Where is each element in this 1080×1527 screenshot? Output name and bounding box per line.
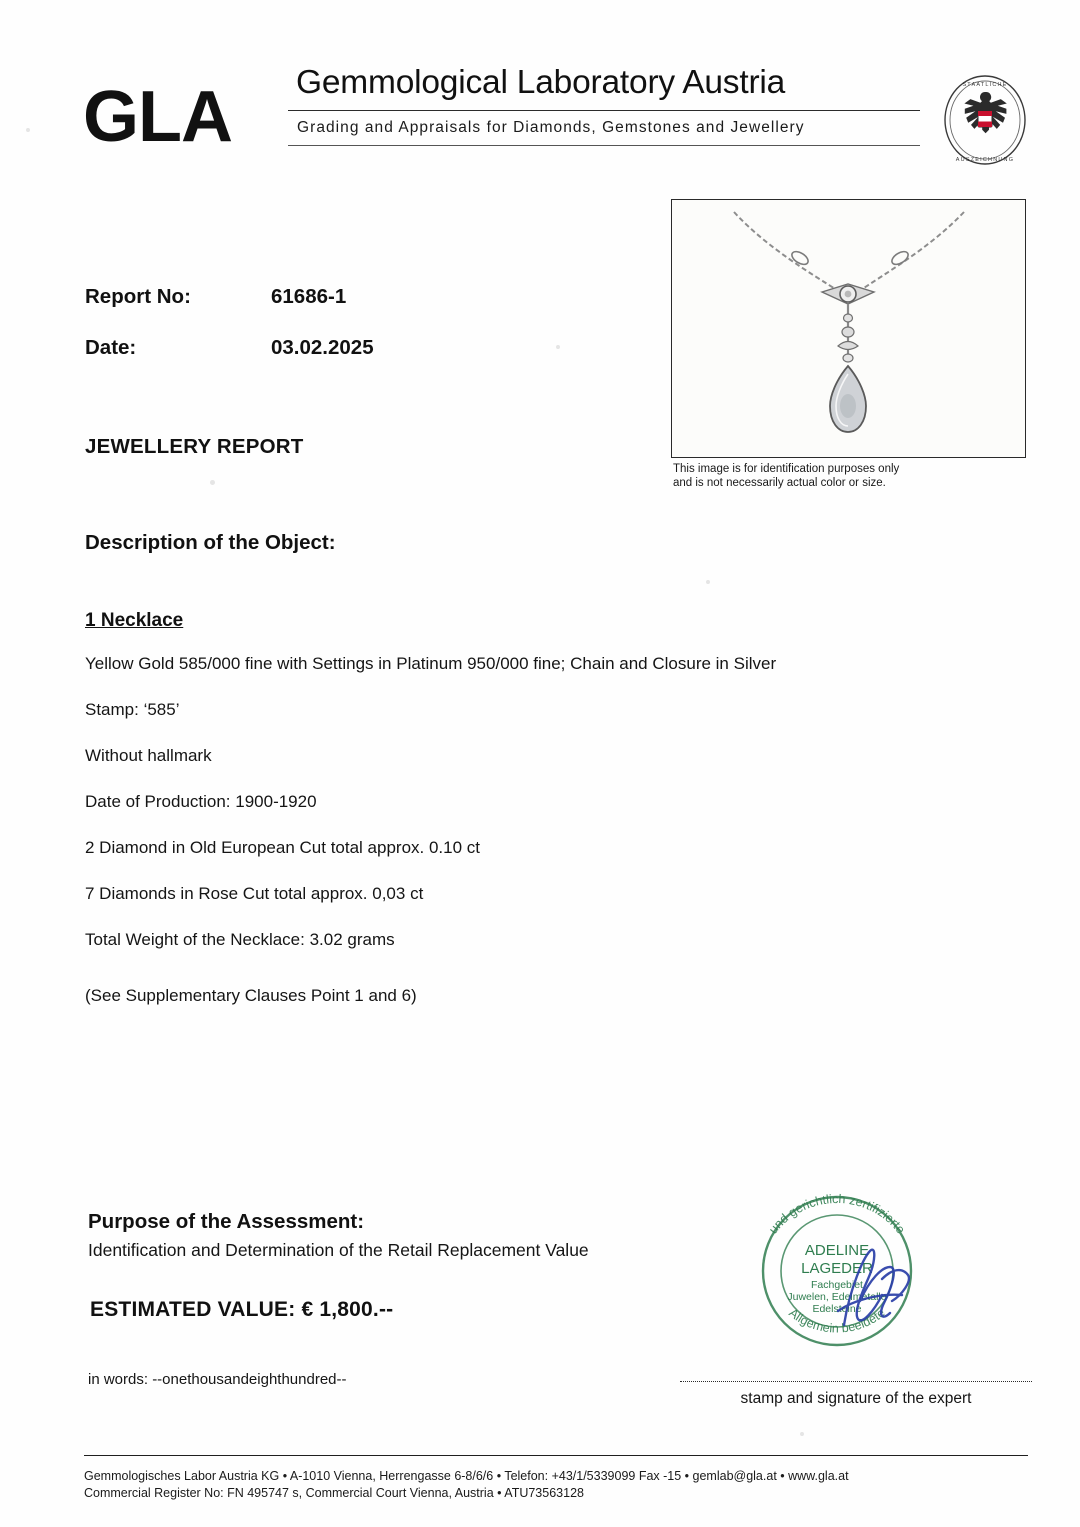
description-line: Without hallmark xyxy=(85,746,212,765)
svg-text:Juwelen, Edelmetalle: Juwelen, Edelmetalle xyxy=(787,1291,887,1303)
report-no-row xyxy=(85,285,605,309)
header-title-block xyxy=(288,62,928,152)
date-label: Date: xyxy=(85,336,137,359)
header-divider-top xyxy=(288,110,920,111)
description-line: 2 Diamond in Old European Cut total approx. 0.10 ct xyxy=(85,838,481,857)
description-line: 7 Diamonds in Rose Cut total approx. 0,03 ct xyxy=(85,884,424,903)
estimated-value-in-words: in words: --onethousandeighthundred-- xyxy=(88,1371,347,1388)
svg-text:AUSZEICHNUNG: AUSZEICHNUNG xyxy=(955,157,1015,163)
purpose-text: Identification and Determination of the Retail Replacement Value xyxy=(88,1240,589,1260)
supplementary-clauses-note: (See Supplementary Clauses Point 1 and 6) xyxy=(85,986,417,1005)
svg-text:Fachgebiet: Fachgebiet xyxy=(811,1279,863,1291)
description-line: Yellow Gold 585/000 fine with Settings in Platinum 950/000 fine; Chain and Closure in Silver xyxy=(85,654,777,673)
gla-logo: GLA xyxy=(83,77,232,157)
scan-speck xyxy=(26,128,30,132)
lab-name: Gemmological Laboratory Austria xyxy=(296,64,786,101)
signature-caption: stamp and signature of the expert xyxy=(740,1390,972,1407)
scan-speck xyxy=(556,345,560,349)
svg-text:LAGEDER: LAGEDER xyxy=(801,1260,873,1277)
svg-text:und gerichtlich zertifizierte: und gerichtlich zertifizierte xyxy=(766,1191,908,1237)
document-header xyxy=(83,62,1028,182)
footer-line-1: Gemmologisches Labor Austria KG • A-1010 Vienna, Herrengasse 6-8/6/6 • Telefon: +43/1/5339099 Fax -15 • gemlab@gla.at • www.gla.at xyxy=(84,1469,849,1483)
report-meta xyxy=(85,285,605,387)
austrian-eagle-emblem xyxy=(943,74,1028,166)
description-block xyxy=(85,610,965,1032)
purpose-block xyxy=(88,1210,728,1262)
expert-stamp xyxy=(742,1183,932,1358)
header-divider-bottom xyxy=(288,145,920,146)
footer-line-2: Commercial Register No: FN 495747 s, Commercial Court Vienna, Austria • ATU73563128 xyxy=(84,1486,584,1500)
lab-tagline: Grading and Appraisals for Diamonds, Gemstones and Jewellery xyxy=(297,119,805,136)
svg-text:STAATLICHE: STAATLICHE xyxy=(962,82,1008,88)
footer-divider xyxy=(84,1455,1028,1456)
report-type-heading: JEWELLERY REPORT xyxy=(85,435,304,458)
scan-speck xyxy=(800,1432,804,1436)
scan-speck xyxy=(706,580,710,584)
estimated-value: ESTIMATED VALUE: € 1,800.-- xyxy=(90,1298,394,1321)
scan-speck xyxy=(210,480,215,485)
signature-line xyxy=(680,1381,1032,1382)
description-line: Total Weight of the Necklace: 3.02 grams xyxy=(85,930,395,949)
svg-text:Allgemein beeidete: Allgemein beeidete xyxy=(786,1305,888,1336)
description-line: Date of Production: 1900-1920 xyxy=(85,792,317,811)
date-value: 03.02.2025 xyxy=(271,336,374,359)
date-row xyxy=(85,336,605,360)
photo-caption: This image is for identification purposes only and is not necessarily actual color or size. xyxy=(673,463,900,489)
necklace-photograph xyxy=(671,199,1026,458)
report-no-value: 61686-1 xyxy=(271,285,347,308)
item-heading: 1 Necklace xyxy=(85,610,184,631)
footer-block xyxy=(84,1468,1028,1502)
description-line: Stamp: ‘585’ xyxy=(85,700,180,719)
svg-text:ADELINE: ADELINE xyxy=(804,1242,870,1259)
report-no-label: Report No: xyxy=(85,285,191,308)
purpose-title: Purpose of the Assessment: xyxy=(88,1210,365,1233)
description-section-title: Description of the Object: xyxy=(85,531,336,554)
svg-text:Edelsteine: Edelsteine xyxy=(812,1303,862,1315)
